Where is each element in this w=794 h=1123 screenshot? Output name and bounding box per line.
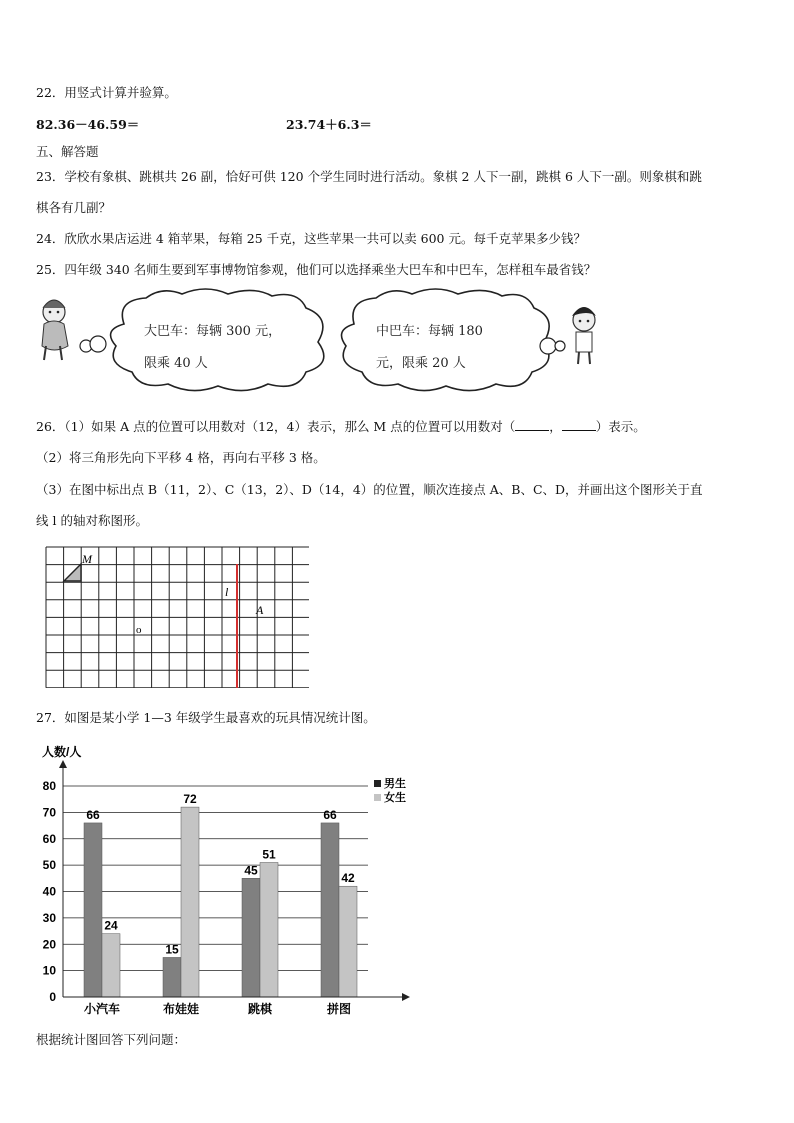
- bar-value-label: 66: [323, 807, 337, 822]
- chart-ylabel: 人数/人: [42, 745, 82, 759]
- section-heading: 五、解答题: [36, 144, 99, 159]
- y-tick-label: 70: [42, 805, 56, 820]
- q26-part-2: （2）将三角形先向下平移 4 格，再向右平移 3 格。: [36, 450, 326, 465]
- legend-swatch-girl: [374, 794, 381, 801]
- chart-legend: [374, 776, 406, 804]
- bar-boy: [242, 878, 260, 997]
- y-tick-label: 60: [42, 831, 56, 846]
- q24-text: 24．欣欣水果店运进 4 箱苹果，每箱 25 千克，这些苹果一共可以卖 600 元。每千克苹果多少钱？: [36, 231, 586, 246]
- q26-part-3-line-1: （3）在图中标出点 B（11，2）、C（13，2）、D（14，4）的位置，顺次连接点 A、B、C、D，并画出这个图形关于直: [36, 482, 703, 497]
- q23-line-1: 23．学校有象棋、跳棋共 26 副，恰好可供 120 个学生同时进行活动。象棋 2 人下一副，跳棋 6 人下一副。则象棋和跳: [36, 169, 702, 184]
- y-tick-label: 20: [42, 937, 56, 952]
- cloud2-line-2: 元，限乘 20 人: [376, 356, 466, 371]
- legend-label-girl: 女生: [384, 792, 406, 804]
- bar-value-label: 72: [183, 792, 197, 807]
- q22-expr-2: 23.74＋6.3＝: [286, 117, 372, 132]
- x-category-label: 跳棋: [247, 1002, 273, 1016]
- answer-blank-2[interactable]: [562, 430, 596, 431]
- q26-part-1-before: 26．（1）如果 A 点的位置可以用数对（12，4）表示，那么 M 点的位置可以用数对（: [36, 419, 516, 434]
- cloud1-line-2: 限乘 40 人: [144, 356, 208, 371]
- girl-figure-icon: [42, 300, 68, 360]
- cloud-big-bus: [111, 289, 324, 391]
- y-tick-label: 10: [42, 963, 56, 978]
- legend-swatch-boy: [374, 780, 381, 787]
- q26-part-1-mid: ，: [549, 419, 562, 434]
- legend-label-boy: 男生: [384, 778, 406, 790]
- q26-part-1: [36, 417, 646, 435]
- y-tick-label: 0: [49, 990, 56, 1004]
- cloud-mid-bus: [342, 289, 550, 391]
- q26-part-3-line-2: 线 l 的轴对称图形。: [36, 513, 148, 528]
- label-o: o: [136, 624, 142, 636]
- bar-boy: [321, 823, 339, 997]
- bar-chart: [30, 738, 430, 1028]
- coordinate-grid[interactable]: [45, 546, 309, 688]
- y-tick-label: 30: [42, 910, 56, 925]
- bar-boy: [163, 957, 181, 997]
- bar-value-label: 45: [244, 863, 258, 878]
- y-tick-label: 80: [42, 779, 56, 793]
- bar-boy: [84, 823, 102, 997]
- bar-value-label: 15: [165, 942, 179, 957]
- thought-bubble-medium-right: [540, 338, 556, 354]
- label-m: M: [82, 552, 92, 566]
- q22-title: 22．用竖式计算并验算。: [36, 85, 177, 100]
- y-axis-arrow: [59, 760, 67, 768]
- y-tick-label: 40: [42, 884, 56, 899]
- boy-figure-icon: [572, 307, 596, 364]
- q22-expr-1: 82.36－46.59＝: [36, 117, 140, 132]
- chart-y-ticks: [43, 779, 57, 1004]
- bar-value-label: 51: [262, 847, 276, 862]
- q25-text: 25．四年级 340 名师生要到军事博物馆参观，他们可以选择乘坐大巴车和中巴车，怎样租车最省钱？: [36, 262, 597, 277]
- thought-bubble-small-right: [555, 341, 565, 351]
- bar-value-label: 42: [341, 871, 355, 886]
- q27-follow-up: 根据统计图回答下列问题：: [36, 1032, 187, 1047]
- triangle-shape: [64, 564, 81, 581]
- q23-line-2: 棋各有几副？: [36, 200, 112, 215]
- bar-girl: [102, 934, 120, 997]
- bar-girl: [339, 886, 357, 997]
- thought-bubble-medium: [90, 336, 106, 352]
- cloud2-line-1: 中巴车：每辆 180: [376, 324, 483, 339]
- chart-bars: [84, 792, 357, 997]
- answer-blank-1[interactable]: [515, 430, 549, 431]
- q26-part-1-after: ）表示。: [595, 419, 646, 434]
- bar-value-label: 24: [104, 918, 118, 933]
- q27-text: 27．如图是某小学 1—3 年级学生最喜欢的玩具情况统计图。: [36, 710, 376, 725]
- bar-value-label: 66: [86, 807, 100, 822]
- y-tick-label: 50: [42, 858, 56, 873]
- cloud1-line-1: 大巴车：每辆 300 元，: [144, 324, 282, 339]
- x-category-label: 小汽车: [83, 1002, 121, 1016]
- bar-girl: [260, 862, 278, 997]
- label-a: A: [256, 603, 264, 617]
- q25-illustration: [36, 284, 596, 396]
- x-category-label: 拼图: [326, 1002, 352, 1016]
- bar-girl: [181, 807, 199, 997]
- chart-x-categories: [84, 1001, 351, 1016]
- grid-lines: [46, 547, 309, 688]
- x-axis-arrow: [402, 993, 410, 1001]
- x-category-label: 布娃娃: [162, 1002, 200, 1016]
- label-l: l: [225, 585, 229, 599]
